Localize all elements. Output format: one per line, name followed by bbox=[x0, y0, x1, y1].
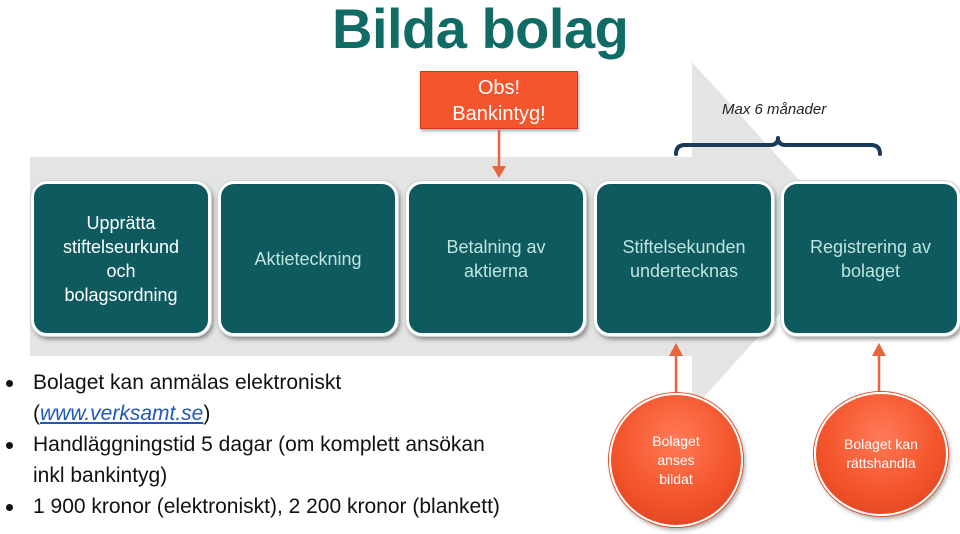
bullet-1-text: Bolaget kan anmälas elektroniskt bbox=[33, 371, 342, 394]
step-1-line-3: och bbox=[106, 260, 136, 281]
bullet-item bbox=[0, 491, 610, 522]
verksamt-link[interactable]: www.verksamt.se bbox=[40, 402, 204, 425]
step-draft-documents bbox=[31, 181, 211, 336]
link-close-paren: ) bbox=[203, 402, 211, 425]
step-4-line-1: Stiftelsekunden bbox=[622, 236, 746, 257]
bullet-list bbox=[0, 367, 610, 522]
note-line-2: Bankintyg! bbox=[452, 103, 546, 125]
bullet-2-text-cont: inkl bankintyg) bbox=[33, 464, 168, 487]
step-4-line-2: undertecknas bbox=[629, 260, 739, 281]
step-3-line-1: Betalning av bbox=[446, 236, 546, 257]
bank-certificate-note bbox=[420, 71, 578, 129]
step-1-line-1: Upprätta bbox=[86, 212, 156, 233]
step-register-company bbox=[781, 181, 960, 336]
milestone-company-formed bbox=[609, 393, 743, 527]
bullet-dot-icon bbox=[6, 442, 13, 449]
step-2-line-1: Aktieteckning bbox=[254, 248, 362, 269]
step-share-subscription bbox=[218, 181, 398, 336]
milestone-2-line-2: rättshandla bbox=[846, 455, 916, 471]
bullet-dot-icon bbox=[6, 504, 13, 511]
bullet-continuation bbox=[0, 398, 610, 429]
step-5-line-2: bolaget bbox=[840, 260, 901, 281]
milestone-company-can-transact bbox=[814, 392, 948, 516]
duration-label: Max 6 månader bbox=[722, 101, 827, 118]
link-open-paren: ( bbox=[33, 402, 40, 425]
milestone-1-line-2: anses bbox=[657, 451, 695, 468]
milestone-2-line-1: Bolaget kan bbox=[844, 436, 918, 452]
note-line-1: Obs! bbox=[477, 77, 521, 99]
bullet-2-text: Handläggningstid 5 dagar (om komplett ansökan bbox=[33, 433, 485, 456]
step-1-line-2: stiftelseurkund bbox=[62, 236, 180, 257]
bullet-continuation bbox=[0, 460, 610, 491]
step-5-line-1: Registrering av bbox=[809, 236, 932, 257]
bullet-dot-icon bbox=[6, 380, 13, 387]
step-sign-founding-document bbox=[594, 181, 774, 336]
milestone-1-line-1: Bolaget bbox=[652, 432, 700, 449]
bullet-item bbox=[0, 367, 610, 398]
milestone-1-line-3: bildat bbox=[659, 470, 693, 487]
page-title: Bilda bolag bbox=[332, 0, 629, 60]
step-1-line-4: bolagsordning bbox=[64, 284, 178, 305]
step-3-line-2: aktierna bbox=[463, 260, 529, 281]
step-share-payment bbox=[406, 181, 586, 336]
bullet-3-text: 1 900 kronor (elektroniskt), 2 200 kronor (blankett) bbox=[33, 495, 500, 518]
bullet-item bbox=[0, 429, 610, 460]
